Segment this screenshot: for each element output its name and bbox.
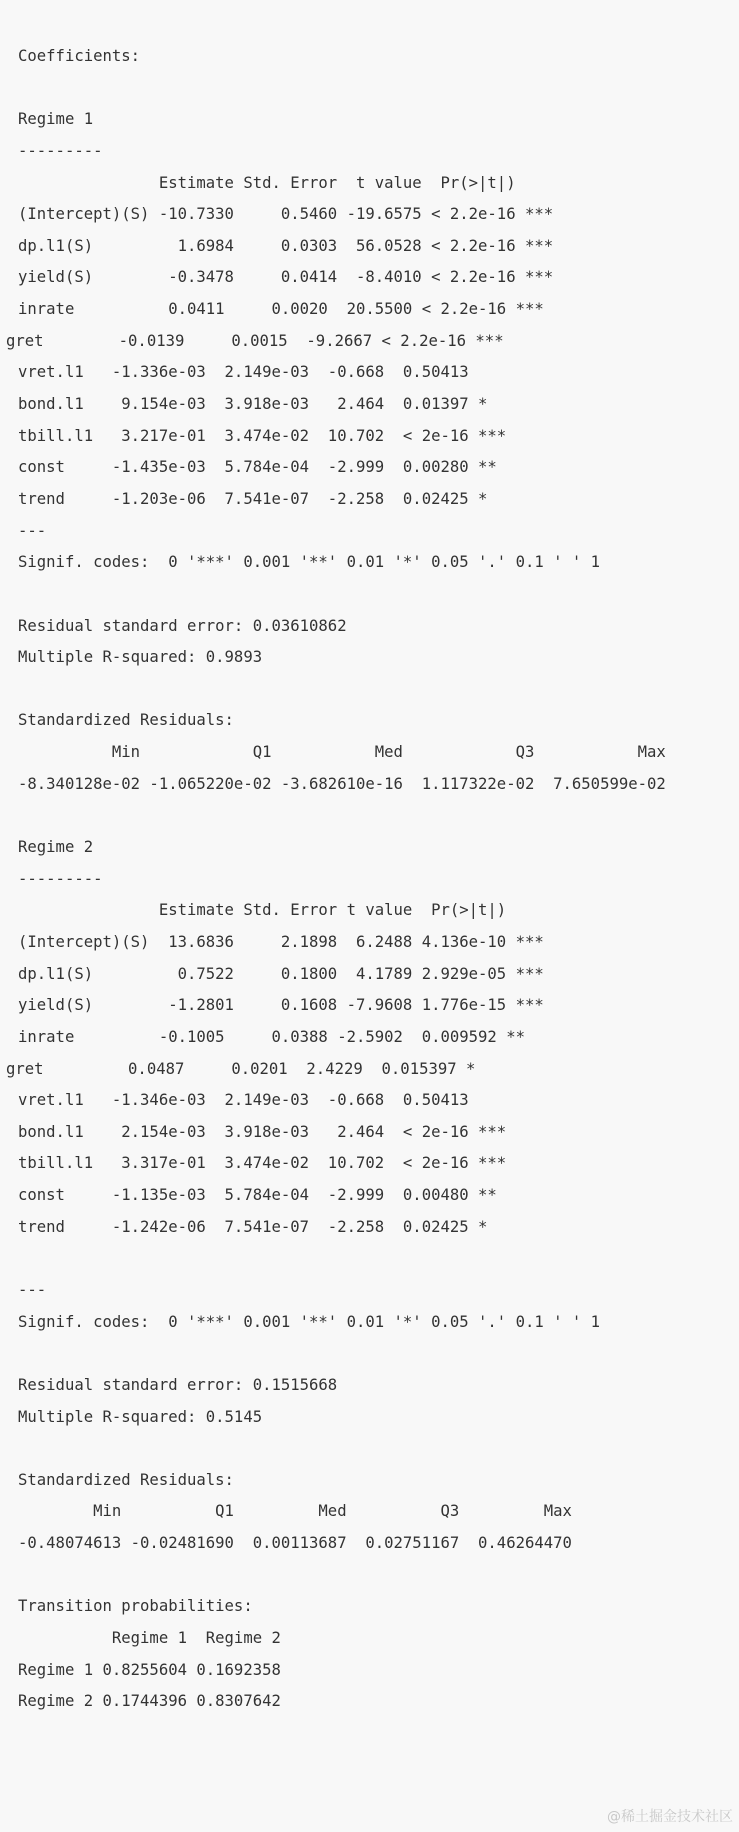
code-line: tbill.l1 3.217e-01 3.474e-02 10.702 < 2e-16 *** (18, 426, 507, 445)
code-output (6, 41, 666, 1718)
code-line: const -1.135e-03 5.784e-04 -2.999 0.00480 ** (18, 1186, 497, 1205)
code-line: Multiple R-squared: 0.9893 (18, 648, 263, 667)
code-line: Transition probabilities: (18, 1597, 253, 1616)
code-line: Coefficients: (18, 47, 141, 65)
code-line: Regime 2 (18, 838, 94, 857)
code-line (18, 1433, 666, 1465)
code-line: yield(S) -1.2801 0.1608 -7.9608 1.776e-15 *** (18, 996, 544, 1015)
code-line: -8.340128e-02 -1.065220e-02 -3.682610e-16 1.117322e-02 7.650599e-02 (18, 774, 666, 793)
code-line: Residual standard error: 0.1515668 (18, 1375, 338, 1394)
code-line: inrate 0.0411 0.0020 20.5500 < 2.2e-16 *** (18, 300, 544, 319)
code-line: trend -1.242e-06 7.541e-07 -2.258 0.02425 * (18, 1217, 488, 1236)
code-line: Multiple R-squared: 0.5145 (18, 1407, 263, 1426)
code-line: const -1.435e-03 5.784e-04 -2.999 0.00280 ** (18, 458, 497, 477)
code-line: Regime 1 0.8255604 0.1692358 (18, 1660, 281, 1679)
code-line (18, 674, 666, 706)
code-line: dp.l1(S) 0.7522 0.1800 4.1789 2.929e-05 *** (18, 964, 544, 983)
code-line: Regime 1 (18, 110, 94, 129)
code-line: yield(S) -0.3478 0.0414 -8.4010 < 2.2e-16 *** (18, 268, 554, 287)
code-line: dp.l1(S) 1.6984 0.0303 56.0528 < 2.2e-16 *** (18, 236, 554, 255)
code-line: bond.l1 2.154e-03 3.918e-03 2.464 < 2e-16 *** (18, 1122, 507, 1141)
code-line: (Intercept)(S) 13.6836 2.1898 6.2488 4.136e-10 *** (18, 932, 544, 951)
code-line: Min Q1 Med Q3 Max (18, 1502, 572, 1521)
code-line (18, 579, 666, 611)
code-line: trend -1.203e-06 7.541e-07 -2.258 0.02425 * (18, 489, 488, 508)
code-line (18, 1243, 666, 1275)
code-line (18, 73, 666, 105)
code-line: gret -0.0139 0.0015 -9.2667 < 2.2e-16 *** (6, 331, 504, 350)
code-line: vret.l1 -1.346e-03 2.149e-03 -0.668 0.50413 (18, 1091, 469, 1110)
code-line: bond.l1 9.154e-03 3.918e-03 2.464 0.01397 * (18, 395, 488, 414)
code-line: Residual standard error: 0.03610862 (18, 616, 347, 635)
watermark: @稀土掘金技术社区 (607, 1809, 733, 1825)
code-line: Estimate Std. Error t value Pr(>|t|) (18, 173, 516, 192)
code-line: -0.48074613 -0.02481690 0.00113687 0.02751167 0.46264470 (18, 1534, 572, 1553)
code-line: --- (18, 1280, 47, 1299)
code-line: --- (18, 521, 47, 540)
code-line: Estimate Std. Error t value Pr(>|t|) (18, 901, 507, 920)
code-line: Signif. codes: 0 '***' 0.001 '**' 0.01 '*' 0.05 '.' 0.1 ' ' 1 (18, 1312, 601, 1331)
code-line (18, 1560, 666, 1592)
code-line: Standardized Residuals: (18, 711, 234, 730)
code-line: Min Q1 Med Q3 Max (18, 743, 666, 762)
code-line: Standardized Residuals: (18, 1470, 234, 1489)
code-line: gret 0.0487 0.0201 2.4229 0.015397 * (6, 1059, 476, 1078)
code-line: --------- (18, 141, 103, 160)
code-line: tbill.l1 3.317e-01 3.474e-02 10.702 < 2e-16 *** (18, 1154, 507, 1173)
code-line: Regime 2 0.1744396 0.8307642 (18, 1692, 281, 1711)
code-line: Regime 1 Regime 2 (18, 1629, 281, 1648)
code-line: (Intercept)(S) -10.7330 0.5460 -19.6575 < 2.2e-16 *** (18, 205, 554, 224)
code-line: inrate -0.1005 0.0388 -2.5902 0.009592 ** (18, 1027, 525, 1046)
code-line: vret.l1 -1.336e-03 2.149e-03 -0.668 0.50413 (18, 363, 469, 382)
code-line (18, 1338, 666, 1370)
code-line (18, 800, 666, 832)
code-line: Signif. codes: 0 '***' 0.001 '**' 0.01 '*' 0.05 '.' 0.1 ' ' 1 (18, 553, 601, 572)
code-line: --------- (18, 869, 103, 888)
